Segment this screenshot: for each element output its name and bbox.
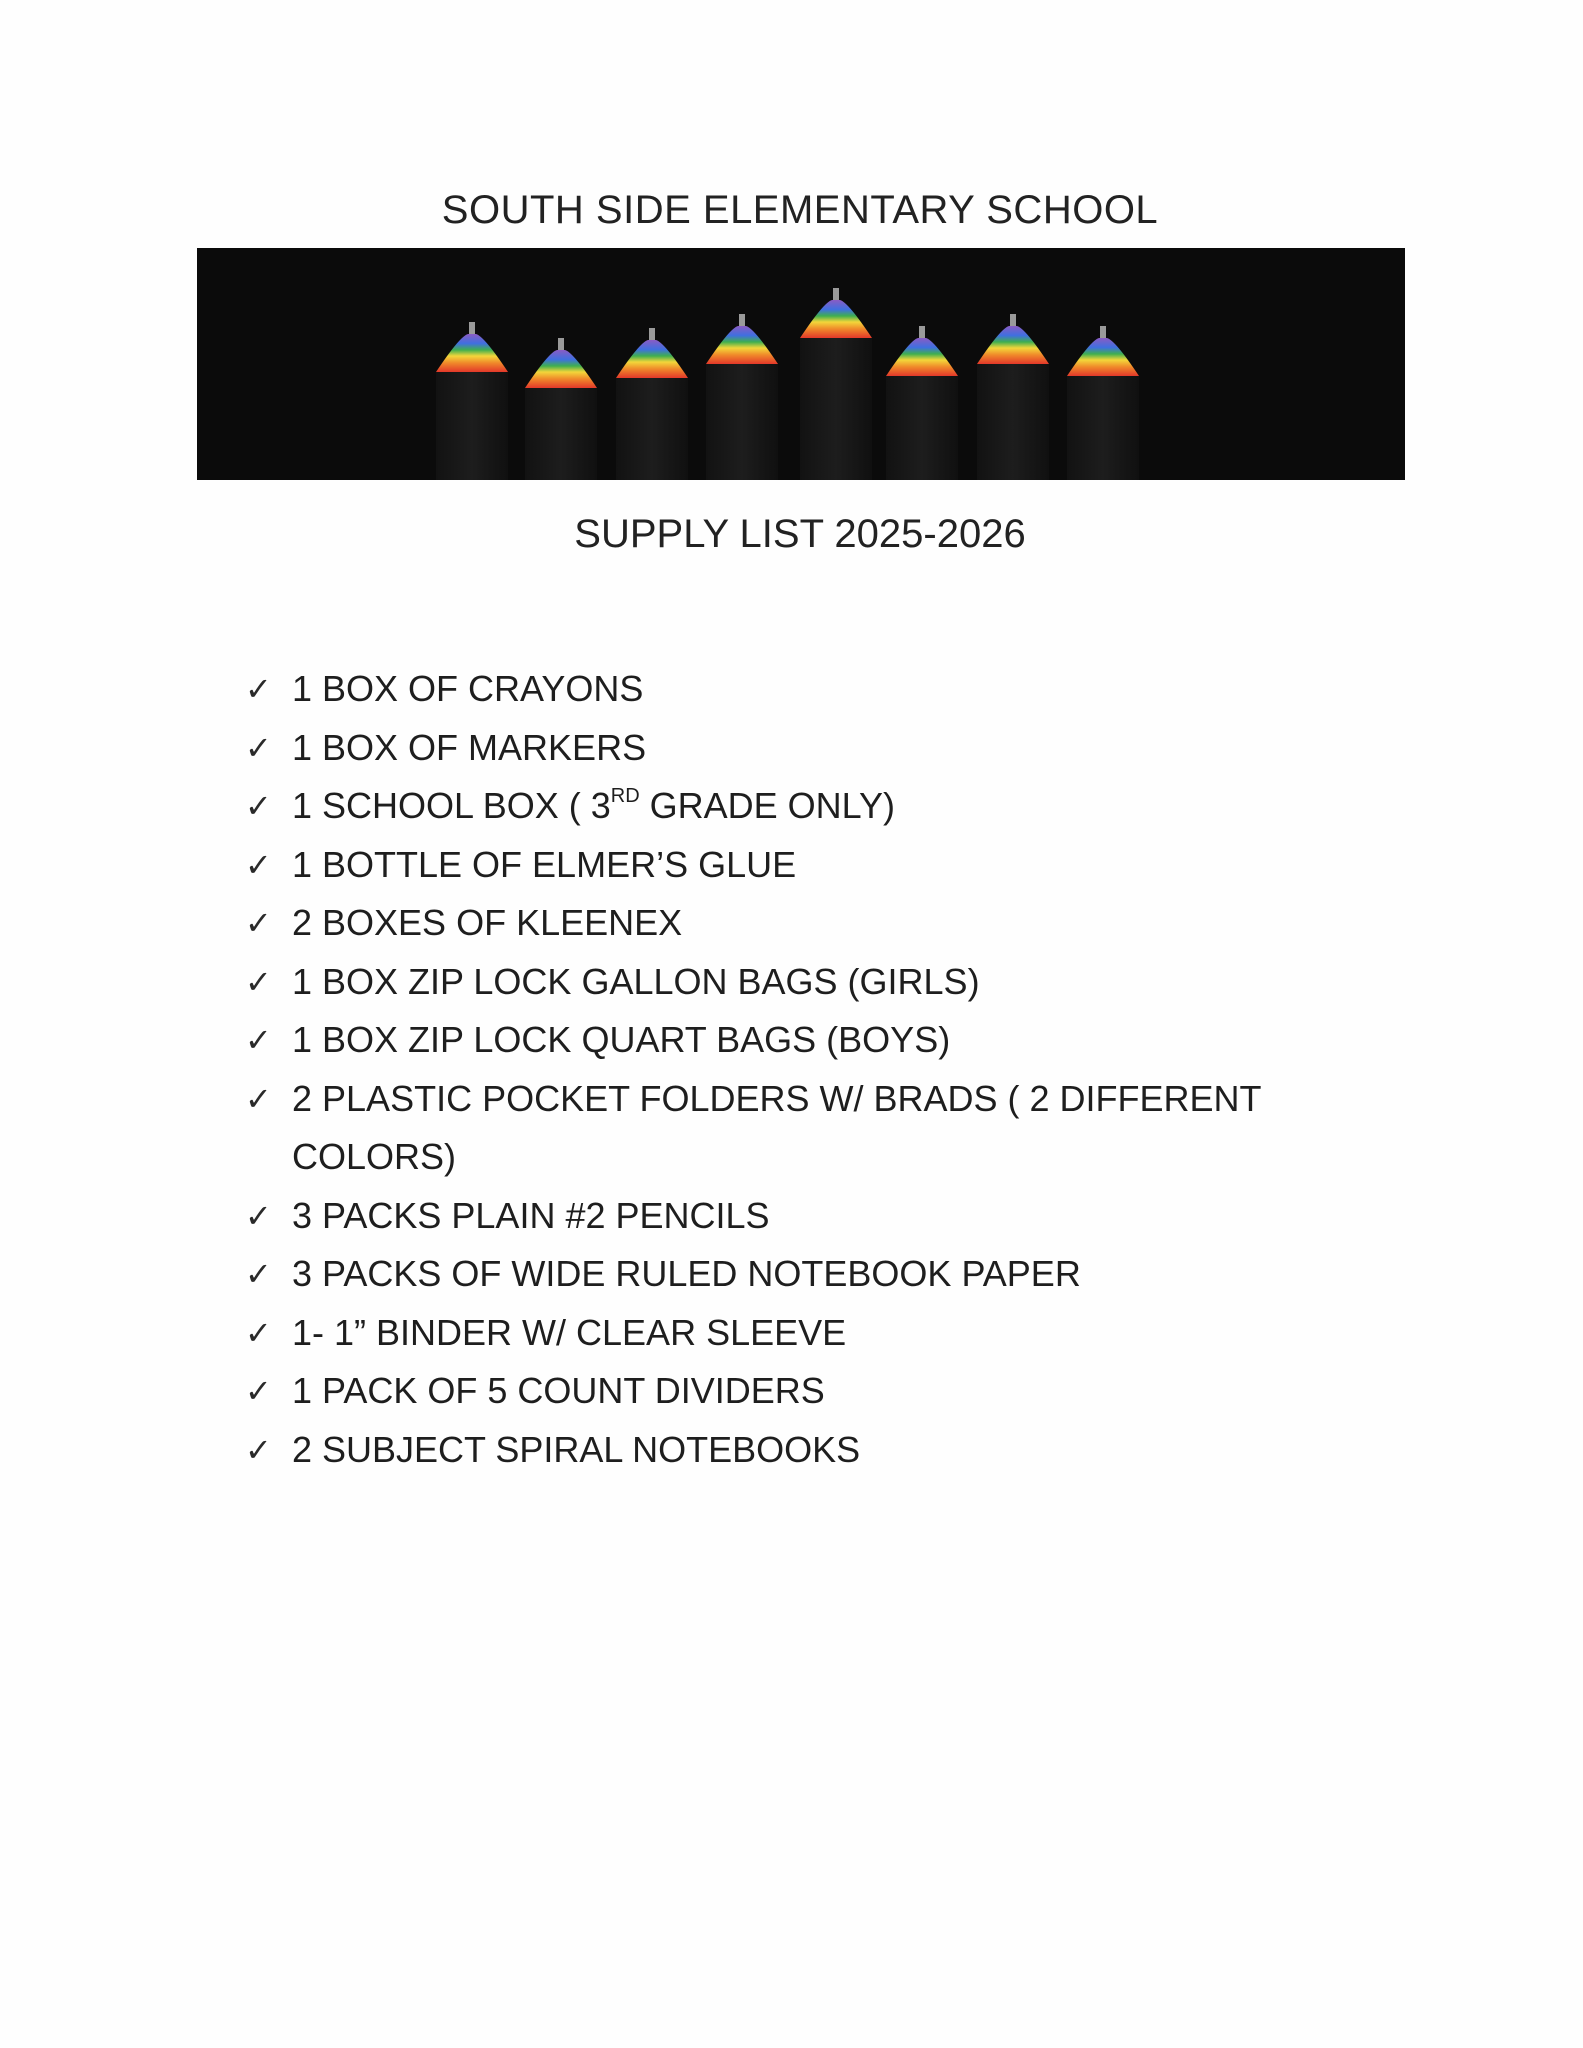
list-item <box>245 1304 1395 1363</box>
checkmark-icon: ✓ <box>245 787 272 825</box>
checkmark-icon: ✓ <box>245 904 272 942</box>
checkmark-icon: ✓ <box>245 1079 272 1118</box>
crayon-tip <box>800 288 872 480</box>
list-item <box>245 777 1395 836</box>
checkmark-icon: ✓ <box>245 670 272 708</box>
crayon-tip <box>616 328 688 480</box>
supply-list <box>245 660 1395 1479</box>
item-text: 1 BOX OF MARKERS <box>292 726 647 768</box>
item-text-end: GRADE ONLY) <box>639 785 896 826</box>
list-item <box>245 719 1395 778</box>
crayon-tip <box>525 338 597 480</box>
list-item <box>245 1070 1395 1187</box>
checkmark-icon: ✓ <box>245 962 272 1001</box>
checkmark-icon: ✓ <box>245 1430 272 1469</box>
crayon-tip <box>706 314 778 480</box>
item-text: 2 BOXES OF KLEENEX <box>292 902 683 943</box>
checkmark-icon: ✓ <box>245 1255 272 1293</box>
item-text-start: 1 SCHOOL BOX ( 3 <box>292 785 611 826</box>
item-text-line-2: COLORS) <box>292 1136 457 1177</box>
list-item <box>245 660 1395 719</box>
list-item <box>245 1362 1395 1421</box>
item-text: 1- 1” BINDER W/ CLEAR SLEEVE <box>292 1311 847 1353</box>
item-text: 3 PACKS PLAIN #2 PENCILS <box>292 1194 770 1236</box>
list-item <box>245 1011 1395 1070</box>
checkmark-icon: ✓ <box>245 728 272 767</box>
list-item <box>245 1245 1395 1304</box>
item-text: 2 SUBJECT SPIRAL NOTEBOOKS <box>292 1428 861 1470</box>
crayons-banner-image <box>197 248 1405 480</box>
checkmark-icon: ✓ <box>245 1313 272 1352</box>
crayon-tip <box>436 322 508 480</box>
checkmark-icon: ✓ <box>245 1196 272 1235</box>
list-item <box>245 1187 1395 1246</box>
item-text: 1 BOTTLE OF ELMER’S GLUE <box>292 843 797 885</box>
crayon-tip <box>977 314 1049 480</box>
list-item <box>245 1421 1395 1480</box>
crayons-illustration <box>197 248 1405 480</box>
crayon-tip <box>1067 326 1139 480</box>
supply-list-heading: SUPPLY LIST 2025-2026 <box>574 512 1026 556</box>
school-name-heading: SOUTH SIDE ELEMENTARY SCHOOL <box>441 188 1159 232</box>
checkmark-icon: ✓ <box>245 845 272 884</box>
checkmark-icon: ✓ <box>245 1021 272 1059</box>
crayon-tip <box>886 326 958 480</box>
ordinal-superscript: RD <box>610 785 640 807</box>
list-item <box>245 894 1395 953</box>
item-text: 1 BOX ZIP LOCK QUART BAGS (BOYS) <box>292 1019 951 1060</box>
item-text: 1 BOX ZIP LOCK GALLON BAGS (GIRLS) <box>292 960 980 1002</box>
item-text-line-1: 2 PLASTIC POCKET FOLDERS W/ BRADS ( 2 DIFFERENT <box>292 1077 1262 1119</box>
item-text: 3 PACKS OF WIDE RULED NOTEBOOK PAPER <box>292 1253 1081 1294</box>
item-text <box>292 785 895 826</box>
list-item <box>245 953 1395 1012</box>
list-item <box>245 836 1395 895</box>
checkmark-icon: ✓ <box>245 1372 272 1410</box>
item-text: 1 PACK OF 5 COUNT DIVIDERS <box>292 1370 825 1411</box>
item-text: 1 BOX OF CRAYONS <box>292 668 644 709</box>
